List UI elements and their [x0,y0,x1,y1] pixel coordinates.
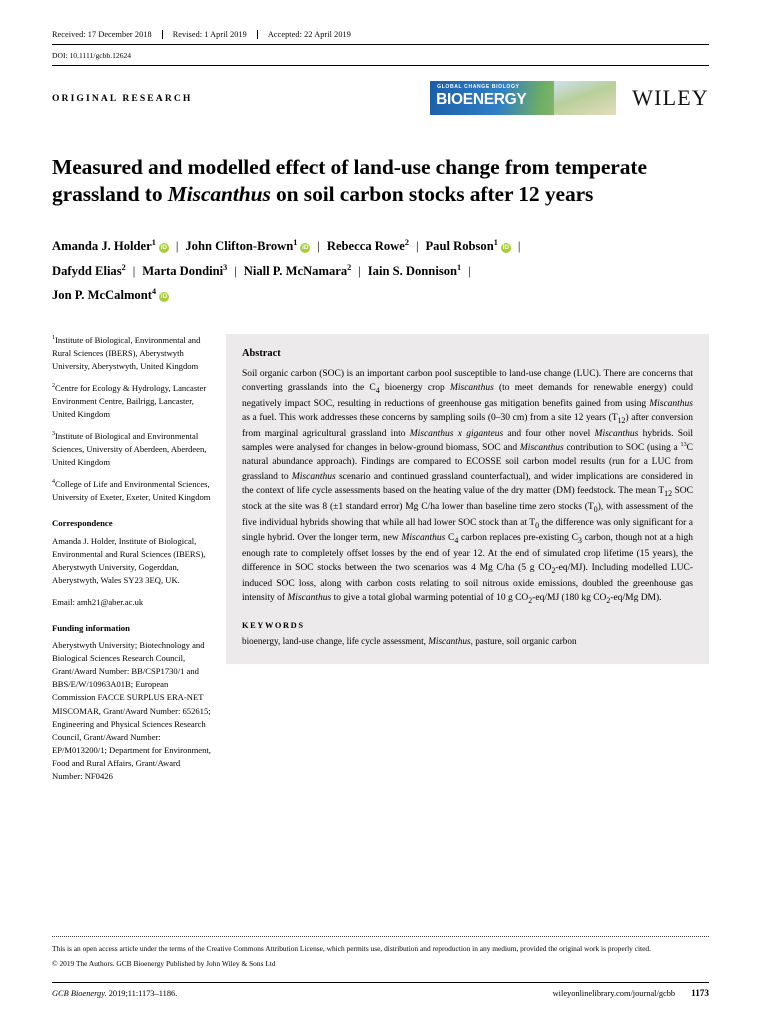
citation-line [52,989,177,998]
journal-logo [430,81,616,115]
author-name: John Clifton-Brown [185,239,294,254]
author-item[interactable] [52,264,126,278]
abstract-heading: Abstract [242,347,281,359]
affiliation-item [52,478,212,504]
author-separator: | [415,239,419,254]
citation-journal: GCB Bioenergy. [52,989,107,998]
author-affil-ref: 2 [347,262,352,272]
author-name: Dafydd Elias [52,263,122,278]
affiliation-number: 4 [52,479,56,486]
revised-date: Revised: 1 April 2019 [172,30,247,39]
author-separator: | [234,263,237,278]
page-number: 1173 [691,988,709,998]
license-text: This is an open access article under the terms of the Creative Commons Attribution License, which permits use, distribution and reproduction in any medium, provided the original work is properly cited. [52,944,651,954]
affiliation-item [52,334,212,373]
keywords-text: bioenergy, land-use change, life cycle assessment, Miscanthus, pasture, soil organic carbon [242,636,577,647]
author-item[interactable] [425,239,510,253]
affiliation-number: 2 [52,383,56,390]
author-item[interactable] [142,264,227,278]
copyright-text: © 2019 The Authors. GCB Bioenergy Published by John Wiley & Sons Ltd [52,959,276,968]
journal-logo-main-text: BIOENERGY [436,91,527,108]
orcid-icon[interactable]: iD [502,244,510,252]
author-affil-ref: 1 [151,237,156,247]
orcid-icon[interactable]: iD [302,244,309,252]
author-item[interactable] [52,288,169,302]
affiliations-column [52,334,226,792]
correspondence-email[interactable]: Email: amh21@aber.ac.uk [52,596,144,607]
doi-line[interactable]: DOI: 10.1111/gcbb.12624 [52,51,709,66]
affiliation-text: Centre for Ecology & Hydrology, Lancaster Environment Centre, Bailrigg, Lancaster, United Kingdom [52,382,207,420]
correspondence-heading: Correspondence [52,518,113,529]
author-item[interactable] [52,239,169,253]
author-separator: | [317,239,320,254]
article-type-row [52,80,709,116]
author-item[interactable] [327,239,409,253]
author-item[interactable] [244,264,352,278]
author-affil-ref: 3 [223,262,228,272]
received-date: Received: 17 December 2018 [52,30,152,39]
journal-url[interactable]: wileyonlinelibrary.com/journal/gcbb [552,989,676,998]
author-name: Iain S. Donnison [367,263,458,278]
title-line-2-prefix: grassland to [52,182,168,207]
author-separator: | [468,263,471,278]
article-page [0,30,761,1030]
footer-divider [52,936,709,937]
affiliation-text: Institute of Biological, Environmental and Rural Sciences (IBERS), Aberystwyth University, Aberystwyth, United Kingdom [52,334,201,371]
author-name: Niall P. McNamara [243,263,348,278]
affiliation-number: 3 [52,431,56,438]
article-type-label: ORIGINAL RESEARCH [52,92,193,104]
page-title [52,154,709,208]
author-affil-ref: 4 [151,287,157,297]
affiliation-text: Institute of Biological and Environmental Sciences, University of Aberdeen, Aberdeen, United Kingdom [52,431,207,468]
funding-heading: Funding information [52,623,130,634]
author-name: Rebecca Rowe [326,239,405,254]
author-name: Amanda J. Holder [52,239,152,254]
author-item[interactable] [368,264,461,278]
citation-detail: 2019;11:1173–1186. [106,989,178,998]
footer-right [553,988,709,998]
author-name: Jon P. McCalmont [52,288,152,303]
author-separator: | [517,239,521,254]
author-list [52,234,709,308]
accepted-date: Accepted: 22 April 2019 [267,30,351,39]
affiliation-item [52,382,212,421]
author-affil-ref: 1 [457,262,462,272]
affiliation-item [52,430,212,469]
article-history-bar [52,30,709,45]
title-species: Miscanthus [167,182,271,207]
journal-logo-top-text: GLOBAL CHANGE BIOLOGY [437,84,520,90]
journal-logo-image [554,81,616,115]
title-line-1: Measured and modelled effect of land-use change from temperate [52,155,647,179]
author-affil-ref: 1 [493,237,498,247]
author-separator: | [358,263,361,278]
footer-row [52,988,709,998]
affiliation-text: College of Life and Environmental Sciences, University of Exeter, Exeter, United Kingdom [52,479,211,503]
article-body [52,334,709,792]
branding [430,81,709,115]
abstract-section [226,334,709,665]
footer-rule [52,982,709,983]
keywords-heading: KEYWORDS [242,621,305,631]
author-name: Marta Dondini [142,263,224,278]
orcid-icon[interactable]: iD [160,293,168,301]
author-name: Paul Robson [425,239,494,254]
page-footer [52,936,709,998]
author-affil-ref: 1 [293,237,298,247]
author-item[interactable] [185,239,310,253]
abstract-text: Soil organic carbon (SOC) is an important carbon pool susceptible to land-use change (LUC). There are concerns that converting grasslands into the $C_4$ bioenergy crop Miscanthus (to meet demands for renewable energy) could negatively impact SOC, resulting in reductions of greenhouse gas mitigation benefits gained from using Miscanthus as a fuel. This work addresses these concerns by sampling soils (0–30 cm) from a site 12 years $(T_{12})$ after conversion from marginal agricultural grassland into Miscanthus x giganteus and four other novel Miscanthus hybrids. Soil samples were analysed for changes in below-ground biomass, SOC and Miscanthus contribution to SOC (using a $^{13}$C natural abundance approach). Findings are compared to ECOSSE soil carbon model results (run for a LUC from grassland to Miscanthus scenario and continued grassland counterfactual), and wider implications are considered in the context of life cycle assessments based on the heating value of the dry matter (DM) feedstock. The mean $T_{12}$ SOC stock at the site was 8 (±1 standard error) Mg C/ha lower than baseline time zero stocks $(T_0)$, with assessment of the five individual hybrids showing that while all had lower SOC stock than at $T_0$ the difference was only significant for a single hybrid. Over the longer term, new Miscanthus $C_4$ carbon replaces pre-existing $C_3$ carbon, though not at a high enough rate to completely offset losses by the end of year 12. At the end of simulated crop lifetime (15 years), the difference in SOC stocks between the two scenarios was 4 Mg C/ha (5 g $CO_2-eq/MJ$). Including modelled LUC-induced SOC loss, along with carbon costs relating to soil nitrous oxide emissions, doubled the greenhouse gas intensity of Miscanthus to give a total global warming potential of 10 g $CO_2-eq/MJ$ (180 kg $CO_2-eq/Mg$ DM). [242,368,694,606]
author-affil-ref: 2 [404,237,409,247]
author-affil-ref: 2 [121,262,126,272]
publisher-logo: WILEY [632,85,709,110]
correspondence-text: Amanda J. Holder, Institute of Biological, Environmental and Rural Sciences (IBERS), Aberystwyth University, Gogerddan, Aberystwyth, Wales SY23 3EQ, UK. [52,535,206,585]
orcid-icon[interactable]: iD [160,244,168,252]
funding-text: Aberystwyth University; Biotechnology and Biological Sciences Research Council, Grant/Award Number: BB/CSP1730/1 and BBS/E/W/10963A01B; European Commission FACCE SURPLUS ERA-NET MISCOMAR, Grant/Award Number: 652615; Engineering and Physical Sciences Research Council, Grant/Award Number: EP/M013200/1; Department for Environment, Food and Rural Affairs, Grant/Award Number: NF0426 [52,640,211,781]
title-line-2-suffix: on soil carbon stocks after 12 years [270,182,594,207]
author-separator: | [175,239,179,254]
author-separator: | [132,263,136,278]
affiliation-number: 1 [52,334,56,341]
